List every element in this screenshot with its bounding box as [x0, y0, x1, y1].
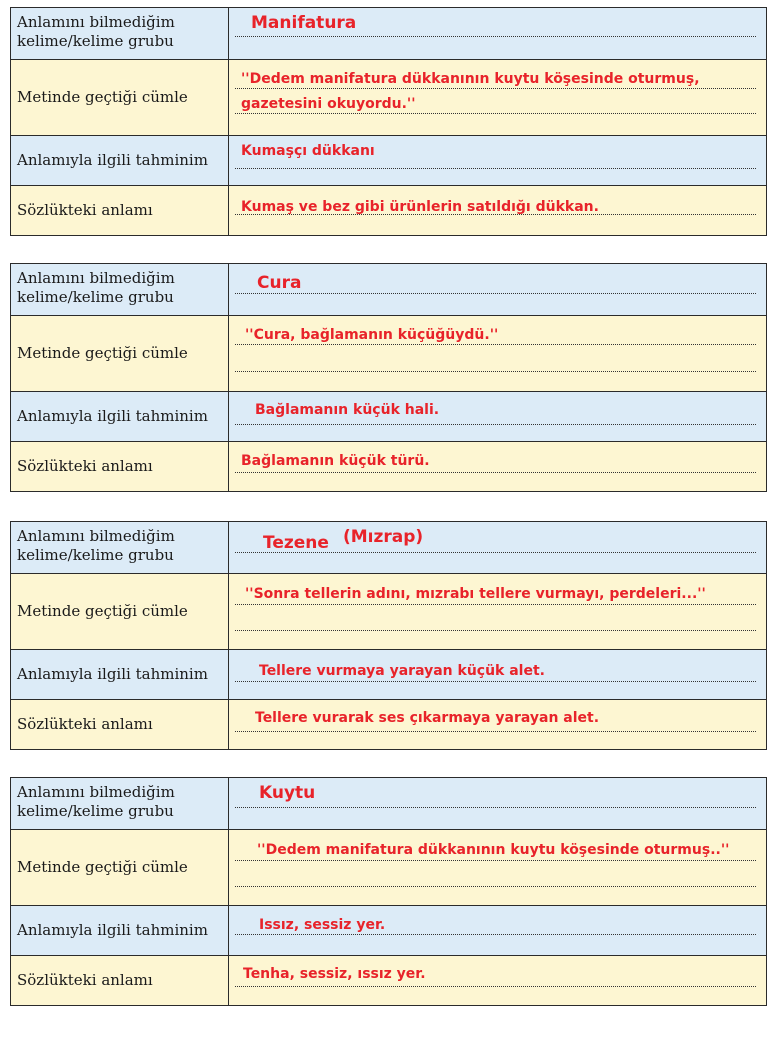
dotted-line	[235, 88, 756, 89]
guess-label: Anlamıyla ilgili tahminim	[11, 650, 229, 699]
dictionary-row	[11, 955, 766, 1005]
word-label: Anlamını bilmediğim kelime/kelime grubu	[11, 522, 229, 573]
dictionary-answer-area	[229, 700, 766, 749]
dictionary-answer: Bağlamanın küçük türü.	[241, 453, 430, 469]
vocab-card-4	[10, 777, 767, 1006]
word-label: Anlamını bilmediğim kelime/kelime grubu	[11, 778, 229, 829]
sentence-answer-area	[229, 60, 766, 135]
guess-label: Anlamıyla ilgili tahminim	[11, 392, 229, 441]
sentence-answer-area	[229, 574, 766, 649]
dotted-line	[235, 36, 756, 37]
dotted-line	[235, 552, 756, 553]
dotted-line	[235, 681, 756, 682]
guess-row	[11, 135, 766, 185]
word-row	[11, 8, 766, 59]
sentence-answer-line1: ''Dedem manifatura dükkanının kuytu köşesinde oturmuş..''	[257, 842, 730, 858]
guess-row	[11, 905, 766, 955]
sentence-label: Metinde geçtiği cümle	[11, 574, 229, 649]
word-answer-area	[229, 522, 766, 573]
sentence-answer-area	[229, 830, 766, 905]
sentence-answer-line2: gazetesini okuyordu.''	[241, 96, 416, 112]
dictionary-answer-area	[229, 442, 766, 491]
dotted-line	[235, 344, 756, 345]
dotted-line	[235, 604, 756, 605]
guess-answer: Issız, sessiz yer.	[259, 917, 386, 933]
sentence-row	[11, 59, 766, 135]
word-answer: Kuytu	[259, 783, 316, 803]
word-answer-note: (Mızrap)	[343, 527, 424, 547]
guess-label: Anlamıyla ilgili tahminim	[11, 136, 229, 185]
word-answer-area	[229, 8, 766, 59]
guess-answer: Kumaşçı dükkanı	[241, 143, 375, 159]
dotted-line	[235, 293, 756, 294]
word-answer: Tezene	[263, 533, 329, 553]
dictionary-row	[11, 699, 766, 749]
guess-answer-area	[229, 136, 766, 185]
guess-answer: Bağlamanın küçük hali.	[255, 402, 440, 418]
dotted-line	[235, 371, 756, 372]
dotted-line	[235, 886, 756, 887]
sentence-answer-area	[229, 316, 766, 391]
guess-label: Anlamıyla ilgili tahminim	[11, 906, 229, 955]
dictionary-answer: Kumaş ve bez gibi ürünlerin satıldığı dükkan.	[241, 199, 599, 215]
sentence-label: Metinde geçtiği cümle	[11, 316, 229, 391]
dotted-line	[235, 731, 756, 732]
dotted-line	[235, 807, 756, 808]
dotted-line	[235, 860, 756, 861]
dictionary-label: Sözlükteki anlamı	[11, 700, 229, 749]
dotted-line	[235, 214, 756, 215]
vocab-card-1	[10, 7, 767, 236]
dotted-line	[235, 630, 756, 631]
guess-row	[11, 649, 766, 699]
dictionary-answer-area	[229, 956, 766, 1005]
sentence-answer-line1: ''Dedem manifatura dükkanının kuytu köşesinde oturmuş,	[241, 71, 700, 87]
word-row	[11, 778, 766, 829]
dictionary-label: Sözlükteki anlamı	[11, 956, 229, 1005]
guess-answer: Tellere vurmaya yarayan küçük alet.	[259, 663, 545, 679]
dictionary-answer: Tellere vurarak ses çıkarmaya yarayan alet.	[255, 710, 600, 726]
sentence-row	[11, 315, 766, 391]
dictionary-label: Sözlükteki anlamı	[11, 442, 229, 491]
dictionary-row	[11, 185, 766, 235]
dotted-line	[235, 168, 756, 169]
word-answer: Manifatura	[251, 13, 357, 33]
dictionary-answer: Tenha, sessiz, ıssız yer.	[243, 966, 426, 982]
word-row	[11, 264, 766, 315]
sentence-label: Metinde geçtiği cümle	[11, 830, 229, 905]
word-label: Anlamını bilmediğim kelime/kelime grubu	[11, 264, 229, 315]
word-answer-area	[229, 778, 766, 829]
sentence-row	[11, 829, 766, 905]
dotted-line	[235, 424, 756, 425]
word-row	[11, 522, 766, 573]
dotted-line	[235, 113, 756, 114]
dotted-line	[235, 986, 756, 987]
dictionary-label: Sözlükteki anlamı	[11, 186, 229, 235]
word-answer-area	[229, 264, 766, 315]
dictionary-row	[11, 441, 766, 491]
word-label: Anlamını bilmediğim kelime/kelime grubu	[11, 8, 229, 59]
guess-row	[11, 391, 766, 441]
vocab-card-3	[10, 521, 767, 750]
word-answer: Cura	[257, 273, 302, 293]
dictionary-answer-area	[229, 186, 766, 235]
sentence-label: Metinde geçtiği cümle	[11, 60, 229, 135]
vocab-card-2	[10, 263, 767, 492]
dotted-line	[235, 472, 756, 473]
sentence-answer-line1: ''Sonra tellerin adını, mızrabı tellere vurmayı, perdeleri...''	[245, 586, 706, 602]
guess-answer-area	[229, 906, 766, 955]
sentence-row	[11, 573, 766, 649]
dotted-line	[235, 934, 756, 935]
sentence-answer-line1: ''Cura, bağlamanın küçüğüydü.''	[245, 327, 499, 343]
guess-answer-area	[229, 650, 766, 699]
guess-answer-area	[229, 392, 766, 441]
